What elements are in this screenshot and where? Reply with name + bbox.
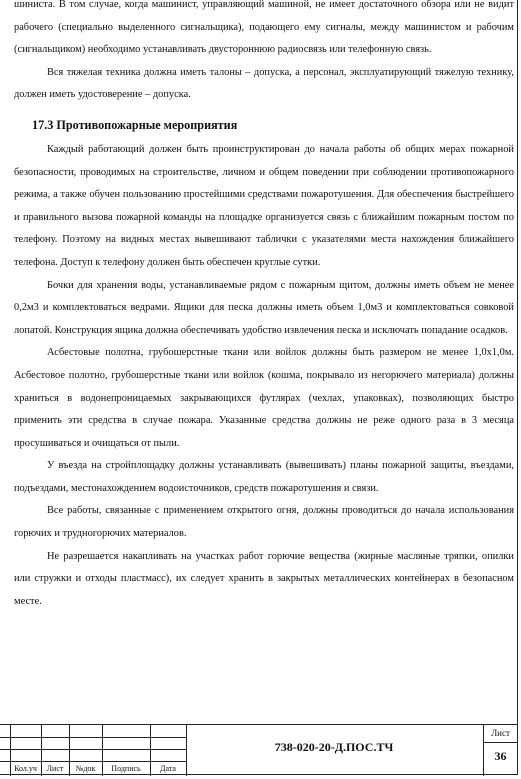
paragraph-instruction: Каждый работающий должен быть проинструктирован до начала работы об общих мерах пожарной безопасности, проводимых на строительстве, личном и общем поведении при соблюдении противопожарного режима, а также обучен пользованию простейшими средствами пожаротушения. Для обеспечения быстрейшего и правильного вызова пожарной команды на площадке организуется связь с ближайшим пожарным постом по телефону. Поэтому на видных местах вывешивают таблички с указателями места нахождения ближайшего телефона. Доступ к телефону должен быть обеспечен круглые сутки.: [14, 143, 514, 268]
sheet-number: 36: [494, 749, 507, 763]
column-label-podpis: Подпись: [111, 764, 141, 773]
section-heading: 17.3 Противопожарные мероприятия: [32, 117, 238, 132]
paragraph-continued: шиниста. В том случае, когда машинист, управляющий машиной, не имеет достаточного обзора или не видит рабочего (специально выделенного сигнальщика), подающего ему сигналы, между машинистом и рабочим (сигнальщиком) необходимо устанавливать двустороннюю радиосвязь или телефонную связь.: [14, 0, 514, 56]
sheet-label: Лист: [491, 728, 510, 738]
column-label-list: Лист: [46, 764, 64, 773]
column-label-data: Дата: [160, 764, 176, 773]
column-label-ndok: №док: [75, 764, 96, 773]
paragraph-water-barrels: Бочки для хранения воды, устанавливаемые рядом с пожарным щитом, должны иметь объем не менее 0,2м3 и комплектоваться ведрами. Ящики для песка должны иметь объем 1,0м3 и комплектоваться совковой лопатой. Конструкция ящика должна обеспечивать удобство извлечения песка и исключать попадание осадков.: [14, 279, 514, 336]
title-block: [0, 724, 518, 775]
document-code: 738-020-20-Д.ПОС.ТЧ: [274, 740, 394, 754]
paragraph-heavy-equipment: Вся тяжелая техника должна иметь талоны – допуска, а персонал, эксплуатирующий тяжелую технику, должен иметь удостоверение – допуска.: [14, 66, 514, 101]
paragraph-asbestos: Асбестовые полотна, грубошерстные ткани или войлок должны быть размером не менее 1,0х1,0м. Асбестовое полотно, грубошерстные ткани или войлок (кошма, покрывало из негорючего материала) должны храниться в водонепроницаемых закрывающихся футлярах (чехлах, упаковках), позволяющих быстро применить эти средства в случае пожара. Указанные средства должны не реже одного раза в 3 месяца просушиваться и очищаться от пыли.: [14, 347, 514, 449]
paragraph-entry-plans: У въезда на стройплощадку должны устанавливать (вывешивать) планы пожарной защиты, въездами, подъездами, местонахождением водоисточников, средств пожаротушения и связи.: [14, 460, 514, 494]
paragraph-combustibles: Не разрешается накапливать на участках работ горючие вещества (жирные масляные тряпки, опилки или стружки и отходы пластмасс), их следует хранить в закрытых металлических контейнерах в безопасном месте.: [14, 550, 514, 607]
paragraph-open-fire: Все работы, связанные с применением открытого огня, должны проводиться до начала использования горючих и трудногорючих материалов.: [14, 505, 514, 540]
document-body: [14, 0, 514, 613]
column-label-kol-uch: Кол.уч: [14, 764, 37, 773]
